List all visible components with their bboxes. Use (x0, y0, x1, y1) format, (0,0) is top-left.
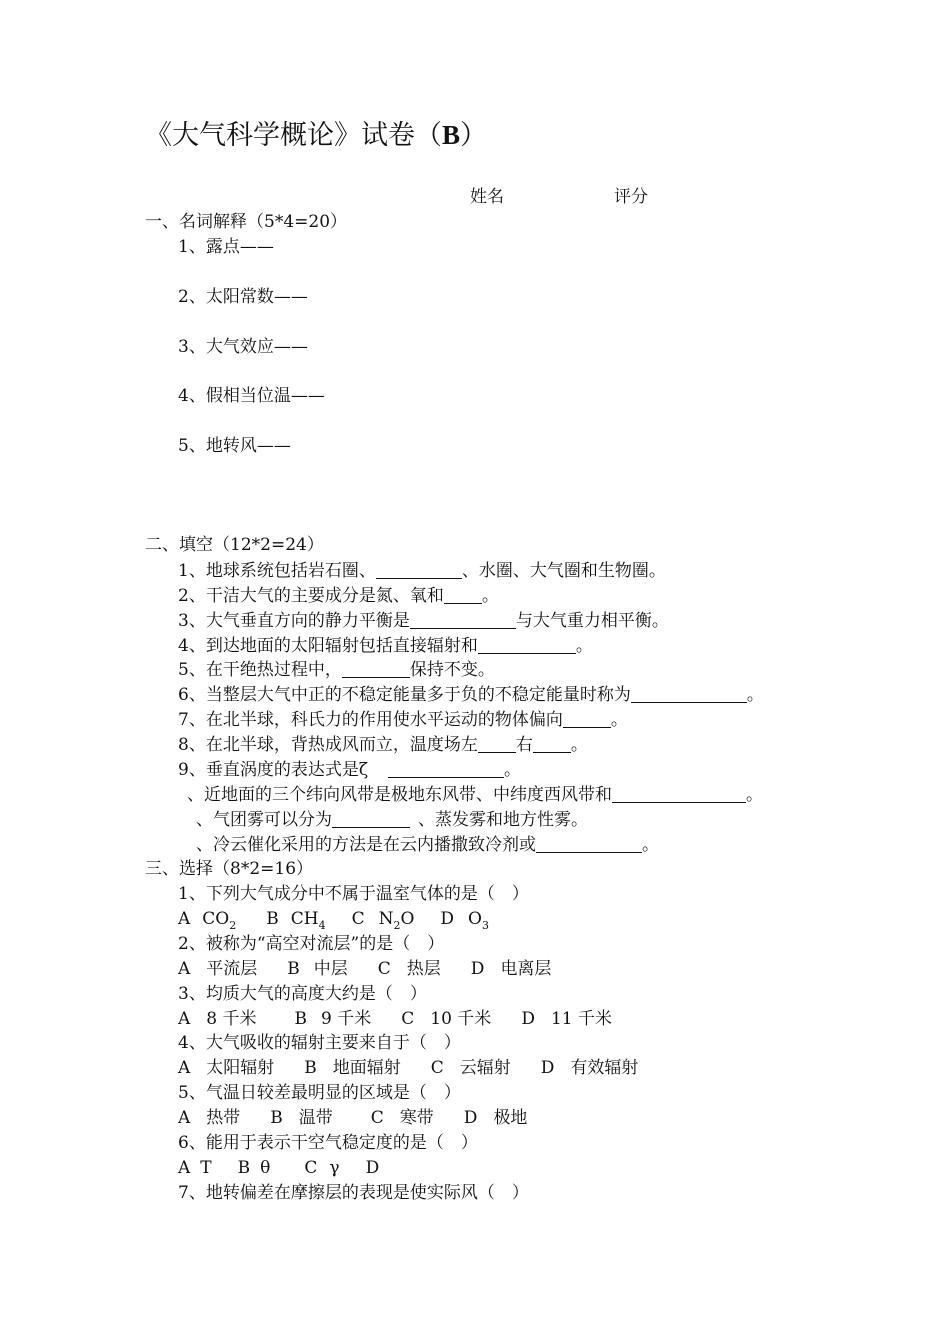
choice-options-1: A $CO_2$ B $CH_4$ C $N_2O$ D $O_3$ (178, 909, 489, 932)
exam-title: 《大气科学概论》试卷（B） (145, 120, 488, 151)
choice-options-2: A 平流层 B 中层 C 热层 D 电离层 (178, 959, 552, 979)
choice-question-3: 3、均质大气的高度大约是（ ） (178, 984, 427, 1004)
choice-options-6: A T B θ C γ D (178, 1158, 380, 1178)
answer-blank-left[interactable] (478, 734, 516, 753)
choice-question-7: 7、地转偏差在摩擦层的表现是使实际风（ ） (178, 1183, 529, 1203)
fill-question-3: 3、大气垂直方向的静力平衡是 与大气重力相平衡。 (178, 611, 669, 631)
s1-item-1: 1、露点—— (178, 237, 274, 257)
fill-question-11: 、气团雾可以分为 、蒸发雾和地方性雾。 (196, 810, 588, 830)
answer-blank[interactable] (563, 709, 611, 728)
choice-question-6: 6、能用于表示干空气稳定度的是（ ） (178, 1133, 478, 1153)
choice-options-5: A 热带 B 温带 C 寒带 D 极地 (178, 1108, 528, 1128)
answer-blank[interactable] (342, 659, 410, 678)
answer-blank[interactable] (478, 635, 576, 654)
answer-blank[interactable] (444, 585, 482, 604)
answer-blank[interactable] (332, 809, 410, 828)
fill-question-9: 9、垂直涡度的表达式是ζ 。 (178, 760, 522, 780)
choice-question-5: 5、气温日较差最明显的区域是（ ） (178, 1083, 461, 1103)
answer-blank-right[interactable] (533, 734, 571, 753)
choice-question-2: 2、被称为“高空对流层”的是（ ） (178, 934, 445, 954)
fill-question-4: 4、到达地面的太阳辐射包括直接辐射和 。 (178, 636, 593, 656)
fill-question-1: 1、地球系统包括岩石圈、 、水圈、大气圈和生物圈。 (178, 561, 666, 581)
choice-question-1: 1、下列大气成分中不属于温室气体的是（ ） (178, 884, 529, 904)
fill-question-12: 、冷云催化采用的方法是在云内播撒致冷剂或 。 (196, 835, 659, 855)
answer-blank[interactable] (612, 784, 746, 803)
section-3-heading: 三、选择（8*2=16） (145, 859, 314, 879)
answer-blank[interactable] (388, 759, 504, 778)
answer-blank[interactable] (410, 610, 516, 629)
fill-question-6: 6、当整层大气中正的不稳定能量多于负的不稳定能量时称为 。 (178, 685, 764, 705)
choice-options-3: A 8 千米 B 9 千米 C 10 千米 D 11 千米 (178, 1009, 612, 1029)
name-label: 姓名 (470, 187, 504, 207)
fill-question-5: 5、在干绝热过程中， 保持不变。 (178, 660, 495, 680)
fill-question-7: 7、在北半球，科氏力的作用使水平运动的物体偏向 。 (178, 710, 628, 730)
answer-blank[interactable] (536, 834, 642, 853)
answer-blank[interactable] (376, 560, 462, 579)
fill-question-10: 、近地面的三个纬向风带是极地东风带、中纬度西风带和 。 (187, 785, 763, 805)
s1-item-2: 2、太阳常数—— (178, 287, 308, 307)
s1-item-3: 3、大气效应—— (178, 337, 308, 357)
s1-item-5: 5、地转风—— (178, 436, 291, 456)
score-label: 评分 (614, 187, 648, 207)
fill-question-8: 8、在北半球，背热成风而立，温度场左 右 。 (178, 735, 588, 755)
section-2-heading: 二、填空（12*2=24） (145, 535, 324, 555)
fill-question-2: 2、干洁大气的主要成分是氮、氧和 。 (178, 586, 499, 606)
answer-blank[interactable] (631, 684, 747, 703)
section-1-heading: 一、名词解释（5*4=20） (145, 212, 348, 232)
s1-item-4: 4、假相当位温—— (178, 386, 325, 406)
choice-options-4: A 太阳辐射 B 地面辐射 C 云辐射 D 有效辐射 (178, 1058, 639, 1078)
choice-question-4: 4、大气吸收的辐射主要来自于（ ） (178, 1033, 461, 1053)
